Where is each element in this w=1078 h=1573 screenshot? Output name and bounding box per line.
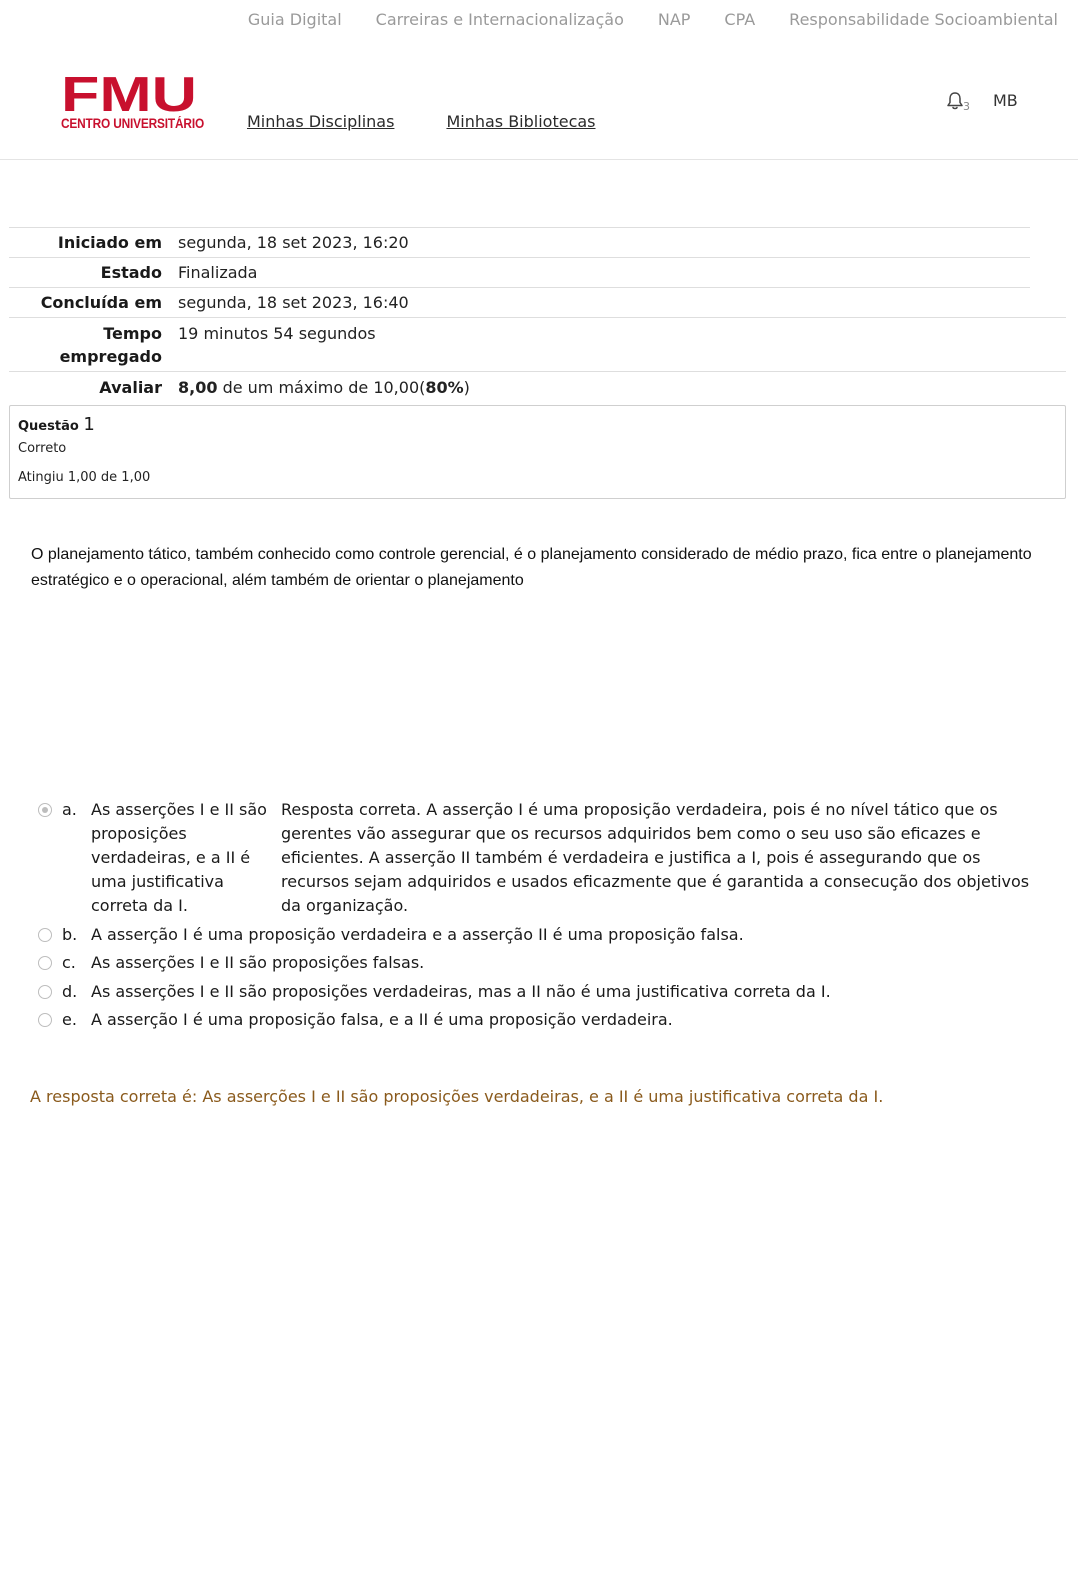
main-nav bbox=[247, 112, 596, 131]
answer-text: As asserções I e II são proposições falsas. bbox=[91, 953, 425, 972]
summary-row-concluida bbox=[9, 287, 1066, 318]
question-info-box bbox=[9, 405, 1066, 499]
notifications-button[interactable] bbox=[946, 91, 972, 115]
fmu-logo[interactable] bbox=[61, 72, 205, 132]
fmu-logo-text: FMU bbox=[61, 72, 197, 114]
answer-option-b[interactable] bbox=[38, 923, 1038, 947]
summary-label: Iniciado em bbox=[57, 233, 162, 252]
fmu-logo-mark bbox=[61, 72, 199, 114]
question-grade: Atingiu 1,00 de 1,00 bbox=[18, 470, 151, 485]
notification-count: 3 bbox=[963, 100, 970, 113]
summary-row-avaliar bbox=[9, 372, 1066, 403]
summary-row-tempo bbox=[9, 318, 1066, 372]
grade-max: de um máximo de 10,00( bbox=[217, 378, 426, 397]
summary-row-estado bbox=[9, 257, 1066, 287]
summary-value: 19 minutos 54 segundos bbox=[178, 324, 376, 343]
radio-button-e[interactable] bbox=[38, 1013, 52, 1027]
summary-label: Estado bbox=[100, 263, 162, 282]
answer-text: A asserção I é uma proposição falsa, e a II é uma proposição verdadeira. bbox=[91, 1010, 673, 1029]
top-link-nap[interactable]: NAP bbox=[657, 10, 691, 29]
grade-score: 8,00 bbox=[178, 378, 218, 397]
question-state: Correto bbox=[18, 441, 67, 456]
summary-value: segunda, 18 set 2023, 16:40 bbox=[178, 293, 409, 312]
answer-letter: c. bbox=[62, 953, 76, 972]
radio-button-b[interactable] bbox=[38, 928, 52, 942]
answer-options bbox=[38, 798, 1038, 1032]
nav-minhas-bibliotecas[interactable]: Minhas Bibliotecas bbox=[446, 112, 596, 131]
answer-text: A asserção I é uma proposição verdadeira e a asserção II é uma proposição falsa. bbox=[91, 924, 744, 944]
summary-value bbox=[169, 372, 1066, 403]
radio-button-d[interactable] bbox=[38, 985, 52, 999]
answer-option-e[interactable] bbox=[38, 1008, 1038, 1032]
question-text: O planejamento tático, também conhecido como controle gerencial, é o planejamento considerado de médio prazo, fica entre o planejamento estratégico e o operacional, além também de orientar o planejamento bbox=[31, 546, 1032, 589]
answer-letter: b. bbox=[62, 924, 78, 944]
answer-option-d[interactable] bbox=[38, 980, 1038, 1004]
user-avatar[interactable]: MB bbox=[993, 91, 1018, 110]
summary-label: Concluída em bbox=[40, 293, 162, 312]
summary-label: Tempo empregado bbox=[59, 324, 162, 366]
summary-label: Avaliar bbox=[99, 378, 162, 397]
answer-letter: a. bbox=[62, 800, 77, 819]
grade-close: ) bbox=[463, 378, 470, 397]
top-links bbox=[248, 10, 1058, 29]
bell-icon bbox=[946, 91, 964, 111]
answer-letter: d. bbox=[62, 981, 78, 1001]
answer-letter: e. bbox=[62, 1010, 77, 1029]
answer-text: As asserções I e II são proposições verdadeiras, e a II é uma justificativa correta da I. bbox=[91, 800, 267, 915]
answer-feedback: Resposta correta. A asserção I é uma proposição verdadeira, pois é no nível tático que os gerentes vão assegurar que os recursos adquiridos bem como o seu uso são eficazes e eficientes. A asserção II também é verdadeira e justifica a I, pois é assegurando que os recursos sejam adquiridos e usados eficazmente que é garantida a consecução dos objetivos da organização. bbox=[281, 800, 1030, 915]
radio-button-a[interactable] bbox=[38, 803, 52, 817]
logo-subtitle: CENTRO UNIVERSITÁRIO bbox=[61, 116, 205, 131]
answer-text: As asserções I e II são proposições verdadeiras, mas a II não é uma justificativa correta da I. bbox=[91, 981, 831, 1001]
attempt-summary-table bbox=[9, 227, 1066, 402]
correct-answer-feedback: A resposta correta é: As asserções I e II são proposições verdadeiras, e a II é uma justificativa correta da I. bbox=[30, 1087, 884, 1106]
grade-percent: 80% bbox=[425, 378, 464, 397]
summary-row-iniciado bbox=[9, 227, 1066, 257]
answer-option-a[interactable] bbox=[38, 798, 1038, 918]
top-link-cpa[interactable]: CPA bbox=[724, 10, 756, 29]
nav-minhas-disciplinas[interactable]: Minhas Disciplinas bbox=[247, 112, 395, 131]
top-link-guia-digital[interactable]: Guia Digital bbox=[247, 10, 342, 29]
top-link-carreiras[interactable]: Carreiras e Internacionalização bbox=[375, 10, 624, 29]
top-link-responsabilidade[interactable]: Responsabilidade Socioambiental bbox=[789, 10, 1058, 29]
summary-value: segunda, 18 set 2023, 16:20 bbox=[178, 233, 409, 252]
question-label: Questão bbox=[18, 419, 79, 434]
question-number bbox=[18, 414, 1057, 435]
summary-value: Finalizada bbox=[178, 263, 258, 282]
radio-button-c[interactable] bbox=[38, 956, 52, 970]
site-header bbox=[0, 42, 1078, 160]
answer-option-c[interactable] bbox=[38, 951, 1038, 975]
question-number-value: 1 bbox=[83, 414, 95, 435]
